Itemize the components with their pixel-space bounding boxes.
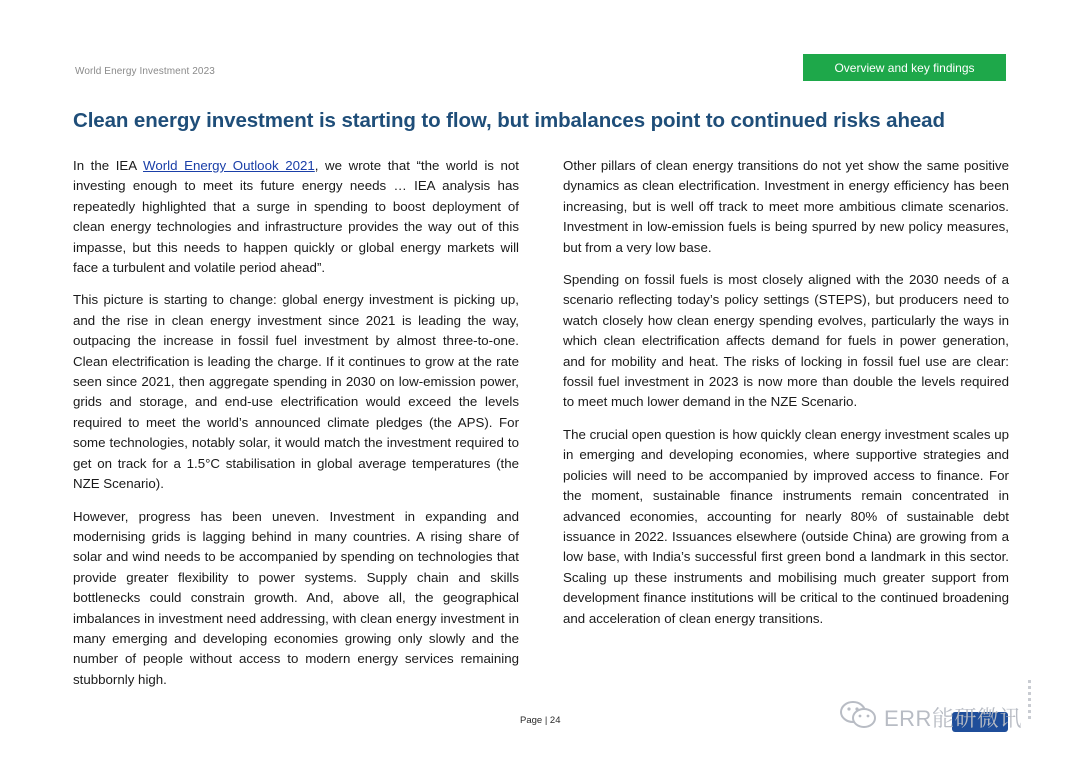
paragraph-text: , we wrote that “the world is not investing enough to meet its future energy needs … IEA analysis has repeatedly highlighted that a surge in spending to boost deployment of clean energy technologies and infrastructure provides the way out of this impasse, but this needs to happen quickly or global energy markets will face a turbulent and volatile period ahead”.: [73, 158, 519, 276]
document-title: World Energy Investment 2023: [75, 66, 215, 77]
right-paragraph-3: The crucial open question is how quickly clean energy investment scales up in emerging and developing economies, where supportive strategies and policies will need to be accompanied by improved access to finance. For the moment, sustainable finance instruments remain concentrated in advanced economies, accounting for nearly 80% of sustainable debt issuance in 2022. Issuances elsewhere (outside China) are growing from a low base, with India’s successful first green bond a landmark in this sector. Scaling up these instruments and mobilising much greater support from development finance institutions will be critical to the continued broadening and acceleration of clean energy transitions.: [563, 426, 1009, 626]
watermark-text: ERR能研微讯: [884, 705, 1022, 731]
page-title: Clean energy investment is starting to flow, but imbalances point to continued risks ahead: [73, 109, 945, 132]
decorative-divider: [1028, 680, 1031, 722]
left-paragraph-3: However, progress has been uneven. Investment in expanding and modernising grids is lagging behind in many countries. A rising share of solar and wind needs to be accompanied by spending on technologies that provide greater flexibility to power systems. Supply chain and skills bottlenecks could constrain growth. And, above all, the geographical imbalances in investment need addressing, with clean energy investment in many emerging and developing economies growing only slowly and the number of people without access to modern energy services remaining stubbornly high.: [73, 508, 519, 687]
left-paragraph-2: This picture is starting to change: global energy investment is picking up, and the rise in clean energy investment since 2021 is leading the way, outpacing the increase in fossil fuel investment by almost three-to-one. Clean electrification is leading the charge. If it continues to grow at the rate seen since 2021, then aggregate spending in 2030 on low-emission power, grids and storage, and end-use electrification would exceed the levels required to meet the world’s announced climate pledges (the APS). For some technologies, notably solar, it would match the investment required to get on track for a 1.5°C stabilisation in global average temperatures (the NZE Scenario).: [73, 292, 519, 492]
page-number: Page | 24: [520, 715, 561, 726]
paragraph-text: In the IEA: [73, 158, 144, 173]
section-tag-label: Overview and key findings: [834, 60, 975, 75]
watermark: [838, 700, 1022, 734]
wechat-icon: [838, 699, 878, 736]
right-column: [563, 156, 1009, 641]
left-paragraph-1: [73, 156, 519, 278]
section-tag: [803, 54, 1006, 81]
right-paragraph-1: Other pillars of clean energy transitions do not yet show the same positive dynamics as clean electrification. Investment in energy efficiency has been increasing, but is well off track to meet more ambitious climate scenarios. Investment in low-emission fuels is being spurred by new policy measures, but from a very low base.: [563, 158, 1009, 255]
weo-2021-link[interactable]: World Energy Outlook 2021: [143, 158, 315, 173]
left-column: [73, 156, 519, 702]
right-paragraph-2: Spending on fossil fuels is most closely aligned with the 2030 needs of a scenario reflecting today’s policy settings (STEPS), but producers need to watch closely how clean energy spending evolves, particularly the ways in which clean electrification affects demand for fuels in power generation, and for mobility and heat. The risks of locking in fossil fuel use are clear: fossil fuel investment in 2023 is now more than double the levels required to meet much lower demand in the NZE Scenario.: [563, 272, 1009, 410]
